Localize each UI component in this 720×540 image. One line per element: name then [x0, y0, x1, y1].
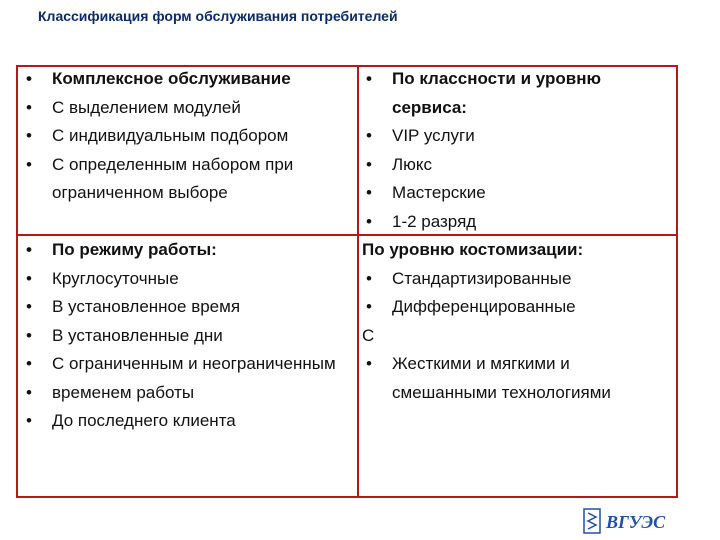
cell-complex-service: [18, 65, 354, 208]
university-logo: [582, 508, 702, 534]
list-item-text: В установленное время: [52, 297, 241, 316]
cell-work-schedule: [18, 236, 354, 436]
bullet: •: [26, 382, 32, 402]
cell-customization-level: [358, 236, 678, 407]
list-item: [358, 65, 678, 122]
list-item: [358, 265, 678, 294]
bullet: •: [366, 354, 372, 373]
list-item: [18, 122, 354, 151]
list-item-text: С выделением модулей: [52, 97, 241, 117]
list-item-text: Стандартизированные: [392, 268, 572, 288]
list-item-text: VIP услуги: [392, 126, 475, 145]
list-item: [18, 65, 354, 94]
list-item-text: С: [362, 325, 375, 345]
list-item-text: До последнего клиента: [52, 411, 236, 430]
bullet: •: [366, 126, 372, 145]
list-item-text: По уровню костомизации:: [362, 240, 584, 259]
bullet: •: [366, 183, 372, 202]
bullet: •: [26, 97, 32, 117]
bullet: •: [26, 154, 32, 174]
bullet: •: [26, 354, 32, 373]
logo-wordmark: ВГУЭС: [606, 512, 666, 532]
list-item: [18, 265, 354, 294]
list-item: [358, 151, 678, 180]
list-item-text: временем работы: [52, 382, 195, 402]
list-item-text: С индивидуальным подбором: [52, 126, 289, 145]
list-item: [358, 293, 678, 322]
list-item: [18, 322, 354, 351]
list-item-text: 1-2 разряд: [392, 211, 477, 231]
bullet: •: [26, 297, 32, 316]
bullet: •: [366, 268, 372, 288]
bullet: •: [26, 69, 32, 88]
list-item-text: По режиму работы:: [52, 240, 217, 259]
list-item: [18, 350, 354, 379]
list-item-text: Круглосуточные: [52, 268, 179, 288]
bullet: •: [366, 211, 372, 231]
list-item-text: Мастерские: [392, 183, 486, 202]
list-item-text: Дифференцированные: [392, 297, 576, 316]
list-item: [358, 122, 678, 151]
list-item: [18, 236, 354, 265]
list-item: [18, 94, 354, 123]
list-item: [358, 350, 678, 407]
list-item: [358, 208, 678, 237]
list-item-text: С определенным набором при ограниченном выборе: [52, 154, 294, 202]
list-item: [358, 236, 678, 265]
list-item: [18, 379, 354, 408]
list-item-text: По классности и уровню сервиса:: [392, 69, 601, 117]
bullet: •: [366, 69, 372, 88]
bullet: •: [26, 268, 32, 288]
bullet: •: [26, 240, 32, 259]
list-item-text: Люкс: [392, 154, 433, 174]
list-item-text: Жесткими и мягкими и смешанными технологиями: [392, 354, 611, 402]
list-item-text: С ограниченным и неограниченным: [52, 354, 336, 373]
bullet: •: [366, 297, 372, 316]
list-item: [18, 407, 354, 436]
list-item: [18, 151, 354, 208]
bullet: •: [26, 126, 32, 145]
list-item-text: В установленные дни: [52, 325, 223, 345]
bullet: •: [26, 411, 32, 430]
bullet: •: [366, 154, 372, 174]
list-item-text: Комплексное обслуживание: [52, 69, 291, 88]
list-item: [358, 179, 678, 208]
page-title: Классификация форм обслуживания потребителей: [38, 8, 398, 24]
cell-service-class: [358, 65, 678, 236]
list-item: [18, 293, 354, 322]
list-item: [358, 322, 678, 351]
bullet: •: [26, 325, 32, 345]
